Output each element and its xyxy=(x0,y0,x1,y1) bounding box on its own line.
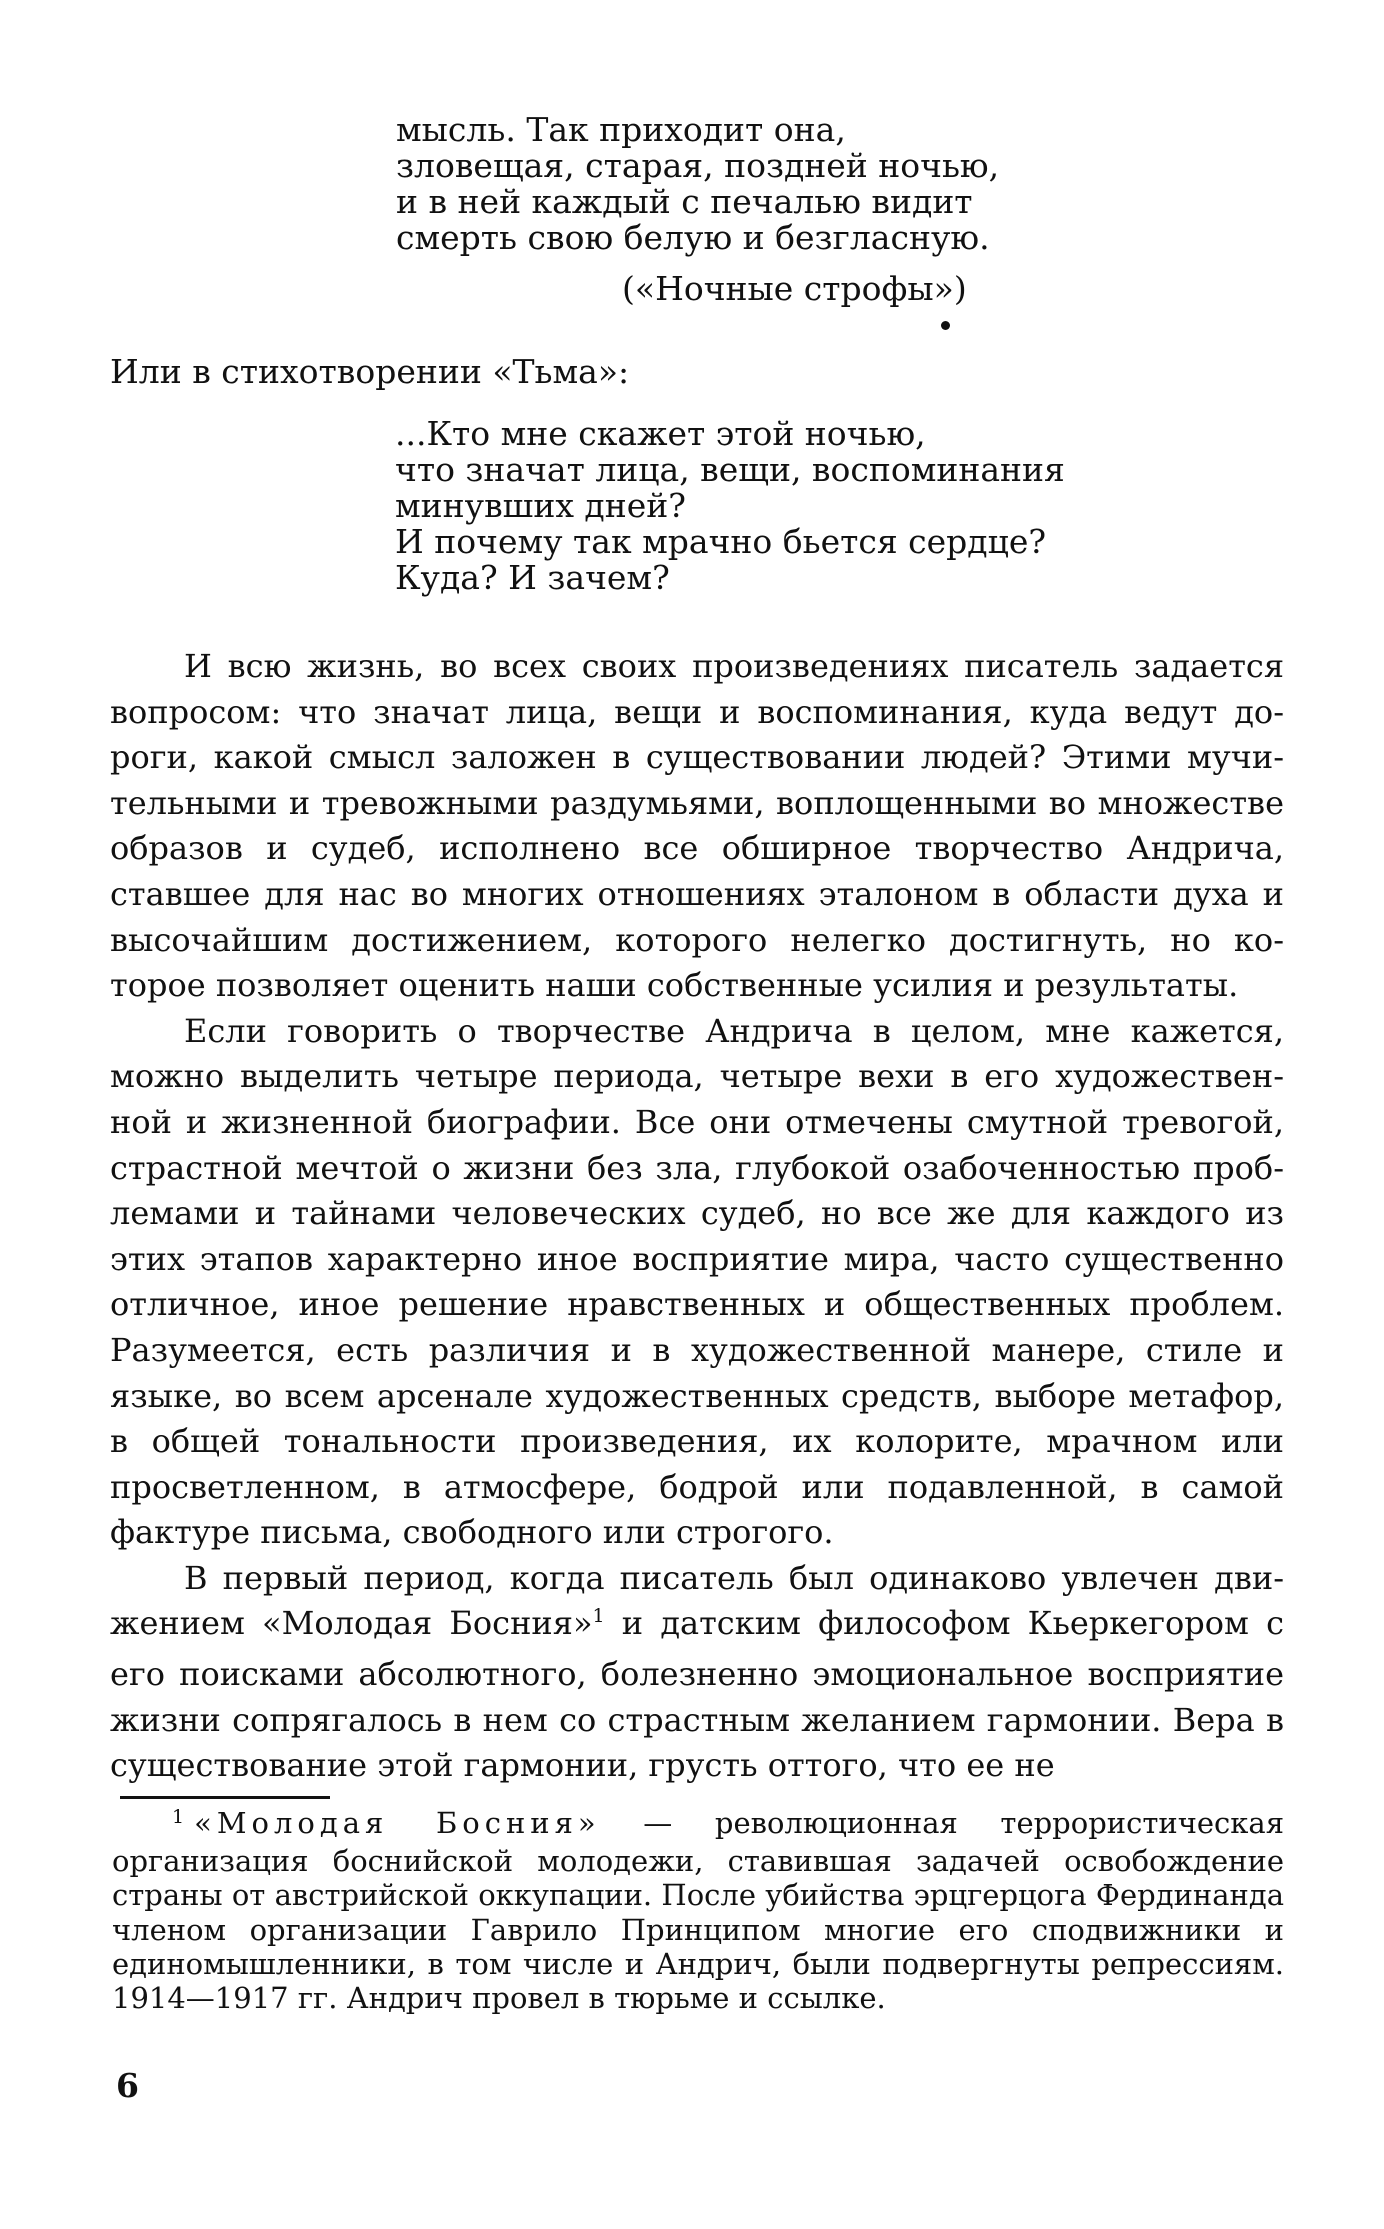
paragraph xyxy=(110,1556,1284,1789)
poem-line: и в ней каждый с печалью видит xyxy=(396,182,973,221)
poem-line: что значат лица, вещи, воспоминания xyxy=(395,450,1065,489)
poem-line: Куда? И зачем? xyxy=(395,558,670,597)
page-number: 6 xyxy=(116,2066,139,2105)
paragraph: Если говорить о творчестве Андрича в целом, мне кажется, можно выделить четыре периода, четыре вехи в его художественной и жизненной биографии. Все они отмечены смутной тревогой, страстной мечтой о жизни без зла, глубокой озабоченностью проблемами и тайнами человеческих судеб, но все же для каждого из этих этапов характерно иное восприятие мира, часто существенно отличное, иное решение нравственных и общественных проблем. Разумеется, есть различия и в художественной манере, стиле и языке, во всем арсенале художественных средств, выборе метафор, в общей тональности произведения, их колорите, мрачном или просветленном, в атмосфере, бодрой или подавленной, в самой фактуре письма, свободного или строгого. xyxy=(110,1011,1284,1552)
footnote-separator xyxy=(120,1796,330,1799)
paragraph-text: и датским философом Кьеркегором с его поисками абсолютного, болезненно эмоциональное восприятие жизни сопрягалось в нем со страстным желанием гармонии. Вера в существование этой гармонии, грусть оттого, что ее не xyxy=(110,1604,1285,1785)
body-text xyxy=(110,644,1284,1789)
footnote-term: «Молодая Босния» xyxy=(194,1806,601,1840)
paragraph-text: В первый период, когда писатель был одинаково увлечен движением «Молодая Босния» xyxy=(110,1558,1284,1643)
footnote-paragraph xyxy=(112,1806,1284,2015)
footnote-marker: 1 xyxy=(172,1806,185,1828)
poem-source: («Ночные строфы») xyxy=(622,269,967,308)
footnote-text: — революционная террористическая организация боснийской молодежи, ставившая задачей освобождение страны от австрийской оккупации. После убийства эрцгерцога Фердинанда членом организации Гаврило Принципом многие его сподвижники и единомышленники, в том числе и Андрич, были подвергнуты репрессиям. 1914—1917 гг. Андрич провел в тюрьме и ссылке. xyxy=(112,1806,1284,2016)
poem-line: ...Кто мне скажет этой ночью, xyxy=(395,414,926,453)
poem-line: минувших дней? xyxy=(395,486,686,525)
poem-excerpt-night-strophes xyxy=(396,112,999,256)
paragraph: И всю жизнь, во всех своих произведениях писатель задается вопросом: что значат лица, вещи и воспоминания, куда ведут дороги, какой смысл заложен в существовании людей? Этими мучительными и тревожными раздумьями, воплощенными во множестве образов и судеб, исполнено все обширное творчество Андрича, ставшее для нас во многих отношениях эталоном в области духа и высочайшим достижением, которого нелегко достигнуть, но которое позволяет оценить наши собственные усилия и результаты. xyxy=(110,647,1284,1005)
poem-line: И почему так мрачно бьется сердце? xyxy=(395,522,1047,561)
poem-line: мысль. Так приходит она, xyxy=(396,110,846,149)
ink-dot xyxy=(941,321,950,330)
intro-line: Или в стихотворении «Тьма»: xyxy=(110,352,630,391)
poem-line: зловещая, старая, поздней ночью, xyxy=(396,146,1000,185)
footnote xyxy=(112,1806,1284,2015)
poem-excerpt-darkness xyxy=(395,416,1065,596)
footnote-reference: 1 xyxy=(592,1605,605,1628)
poem-line: смерть свою белую и безгласную. xyxy=(396,218,990,257)
